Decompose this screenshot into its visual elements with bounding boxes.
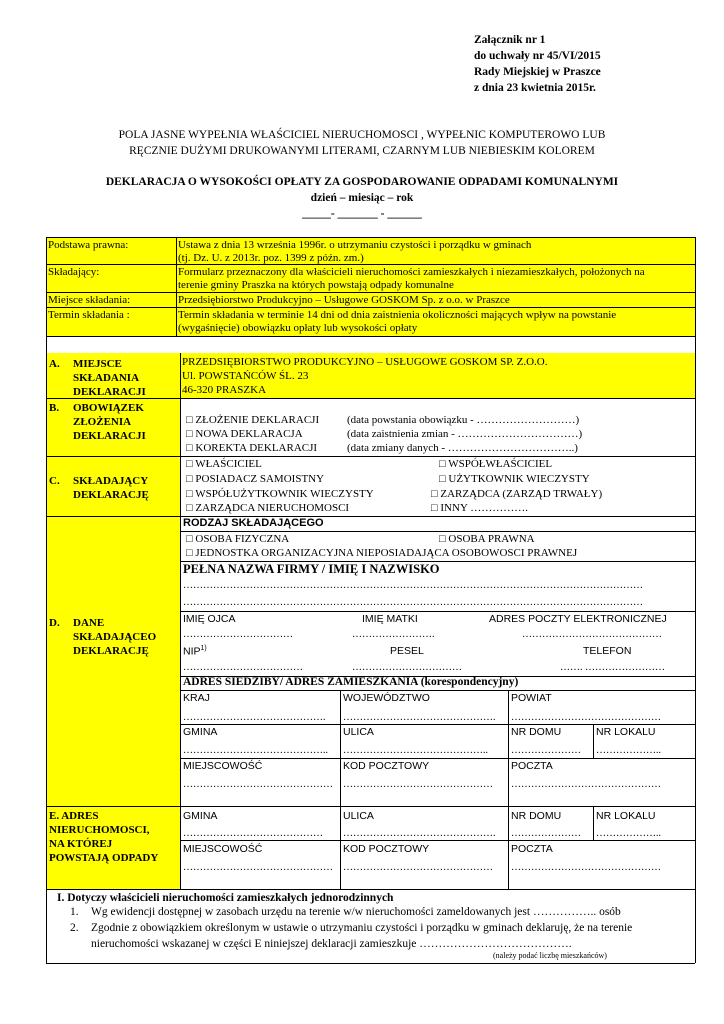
- mother-name-field[interactable]: …………………….: [352, 629, 435, 640]
- property-commune-label: GMINA: [183, 810, 218, 822]
- voivodeship-field[interactable]: ……………………………………….: [343, 712, 496, 723]
- father-name-label: IMIĘ OJCA: [183, 613, 236, 625]
- option-other[interactable]: □ INNY …………….: [431, 502, 528, 514]
- property-flat-field[interactable]: ………………..: [596, 828, 661, 839]
- property-city-field[interactable]: ………………………………………: [183, 862, 333, 873]
- place-value: Przedsiębiorstwo Produkcyjno – Usługowe GOSKOM Sp. z o.o. w Praszce: [178, 294, 510, 306]
- option-co-perpetual-user[interactable]: □ WSPÓŁUŻYTKOWNIK WIECZYSTY: [186, 488, 374, 500]
- option-administrator-permanent[interactable]: □ ZARZĄDCA (ZARZĄD TRWAŁY): [431, 488, 603, 500]
- district-label: POWIAT: [511, 692, 552, 704]
- phone-field[interactable]: ……. ……………………: [560, 662, 665, 673]
- page-title: DEKLARACJA O WYSOKOŚCI OPŁATY ZA GOSPODAROWANIE ODPADAMI KOMUNALNYMI: [105, 176, 619, 188]
- attachment-number: Załącznik nr 1: [474, 34, 546, 46]
- declaration-title: [0, 174, 724, 222]
- property-flat-label: NR LOKALU: [596, 810, 656, 822]
- residents-note: (należy podać liczbę mieszkańców): [493, 951, 607, 960]
- fill-instructions: POLA JASNE WYPEŁNIA WŁAŚCICIEL NIERUCHOMOSCI , WYPEŁNIC KOMPUTEROWO LUB RĘCZNIE DUŻYMI DRUKOWANYMI LITERAMI, CZARNYM LUB NIEBIESKIM KOLOREM: [118, 129, 606, 157]
- phone-label: TELEFON: [583, 645, 632, 657]
- property-postcode-label: KOD POCZTOWY: [343, 843, 430, 855]
- flat-number-field[interactable]: ………………..: [596, 745, 661, 756]
- submission-address: PRZEDSIĘBIORSTWO PRODUKCYJNO – USŁUGOWE GOSKOM SP. Z.O.O. Ul. POWSTAŃCÓW ŚL. 23 46-320 PRASZKA: [182, 356, 548, 396]
- country-field[interactable]: …………………………………….: [183, 712, 326, 723]
- section-d-label: DANE SKŁADAJĄCEO DEKLARACJĘ: [73, 617, 157, 657]
- deadline-value: Termin składania w terminie 14 dni od dnia zaistnienia okoliczności mających wpływ na powstanie (wygaśnięcie) obowiązku opłaty lub wysokości opłaty: [178, 309, 617, 334]
- declared-residents-text: Zgodnie z obowiązkiem określonym w ustawie o utrzymaniu czystości i porządku w gminach deklaruję, że na terenie: [91, 922, 633, 934]
- property-house-field[interactable]: …………………: [511, 828, 581, 839]
- full-name-field-2[interactable]: …………………………………………………………………………………………………………………………: [183, 597, 643, 608]
- house-number-label: NR DOMU: [511, 726, 562, 738]
- commune-label: GMINA: [183, 726, 218, 738]
- declared-residents-field[interactable]: nieruchomości wskazanej w części E niniejszej deklaracji zamieszkuje ………………………………….: [91, 938, 572, 950]
- option-natural-person[interactable]: □ OSOBA FIZYCZNA: [186, 533, 290, 545]
- country-label: KRAJ: [183, 692, 210, 704]
- commune-field[interactable]: ……………………………………..: [183, 745, 328, 756]
- nip-field[interactable]: ………………………………: [183, 662, 303, 673]
- pesel-label: PESEL: [390, 645, 424, 657]
- district-field[interactable]: ………………………………………: [511, 712, 661, 723]
- place-label: Miejsce składania:: [48, 294, 131, 306]
- section-c-letter: C.: [49, 475, 60, 487]
- deadline-label: Termin składania :: [48, 309, 130, 321]
- option-legal-person[interactable]: □ OSOBA PRAWNA: [439, 533, 535, 545]
- city-label: MIEJSCOWOŚĆ: [183, 760, 263, 772]
- option-property-manager[interactable]: □ ZARZĄDCA NIERUCHOMOSCI: [186, 502, 350, 514]
- flat-number-label: NR LOKALU: [596, 726, 656, 738]
- option-new-declaration[interactable]: □ ZŁOŻENIE DEKLARACJI: [186, 414, 320, 426]
- obligation-date-field[interactable]: (data powstania obowiązku - ………………………): [347, 414, 580, 426]
- date-label: dzień – miesiąc – rok: [310, 192, 414, 204]
- post-office-label: POCZTA: [511, 760, 553, 772]
- nip-label: NIP$^{1)}$: [183, 645, 207, 658]
- father-name-field[interactable]: ……………………………: [183, 629, 293, 640]
- post-office-field[interactable]: ………………………………………: [511, 779, 661, 790]
- resolution-date: z dnia 23 kwietnia 2015r.: [474, 82, 596, 94]
- property-post-field[interactable]: ………………………………………: [511, 862, 661, 873]
- legal-basis-label: Podstawa prawna:: [48, 239, 129, 251]
- filer-label: Składający:: [48, 266, 100, 278]
- date-field[interactable]: _____- _______ - ______: [302, 208, 422, 220]
- property-city-label: MIEJSCOWOŚĆ: [183, 843, 263, 855]
- change-date-field[interactable]: (data zaistnienia zmian - ……………………………): [347, 428, 583, 440]
- property-street-field[interactable]: ……………………………………….: [343, 828, 496, 839]
- property-post-label: POCZTA: [511, 843, 553, 855]
- section-d-letter: D.: [49, 617, 60, 629]
- property-postcode-field[interactable]: ………………………………………: [343, 862, 493, 873]
- section-a-letter: A.: [49, 358, 60, 370]
- property-street-label: ULICA: [343, 810, 374, 822]
- house-number-field[interactable]: …………………: [511, 745, 581, 756]
- option-possessor[interactable]: □ POSIADACZ SAMOISTNY: [186, 473, 325, 485]
- filer-type-header: RODZAJ SKŁADAJĄCEGO: [183, 517, 324, 529]
- email-label: ADRES POCZTY ELEKTRONICZNEJ: [489, 613, 667, 625]
- filer-value: Formularz przeznaczony dla właścicieli nieruchomości zamieszkałych i niezamieszkałych, położonych na terenie gminy Praszka na których powstają odpady komunalne: [178, 266, 645, 291]
- option-changed-declaration[interactable]: □ NOWA DEKLARACJA: [186, 428, 303, 440]
- city-field[interactable]: ………………………………………: [183, 779, 333, 790]
- option-perpetual-user[interactable]: □ UŻYTKOWNIK WIECZYSTY: [439, 473, 590, 485]
- postcode-label: KOD POCZTOWY: [343, 760, 430, 772]
- option-organizational-unit[interactable]: □ JEDNOSTKA ORGANIZACYJNA NIEPOSIADAJĄCA OSOBOWOSCI PRAWNEJ: [186, 547, 578, 559]
- correction-date-field[interactable]: (data zmiany danych - ……………………………..): [347, 442, 578, 454]
- section-a-label: MIEJSCE SKŁADANIA DEKLARACJI: [73, 358, 146, 398]
- pesel-field[interactable]: ……………………………: [352, 662, 462, 673]
- property-house-label: NR DOMU: [511, 810, 562, 822]
- option-correction[interactable]: □ KOREKTA DEKLARACJI: [186, 442, 318, 454]
- street-field[interactable]: ……………………………………..: [343, 745, 488, 756]
- option-co-owner[interactable]: □ WSPÓŁWŁAŚCICIEL: [439, 458, 553, 470]
- email-field[interactable]: ……………………………………: [522, 629, 662, 640]
- section-e-label: E. ADRES NIERUCHOMOSCI, NA KTÓREJ POWSTAJĄ ODPADY: [49, 810, 159, 864]
- section-b-label: OBOWIĄZEK ZŁOŻENIA DEKLARACJI: [73, 402, 146, 442]
- mother-name-label: IMIĘ MATKI: [362, 613, 418, 625]
- voivodeship-label: WOJEWÓDZTWO: [343, 692, 430, 704]
- section-i-header: I. Dotyczy właścicieli nieruchomości zamieszkałych jednorodzinnych: [57, 892, 394, 904]
- attachment-header: [474, 32, 601, 96]
- legal-basis-value: Ustawa z dnia 13 września 1996r. o utrzymaniu czystości i porządku w gminach (tj. Dz. U. z 2013r. poz. 1399 z późn. zm.): [178, 239, 532, 264]
- council-name: Rady Miejskiej w Praszce: [474, 66, 601, 78]
- option-owner[interactable]: □ WŁAŚCICIEL: [186, 458, 262, 470]
- section-b-letter: B.: [49, 402, 60, 414]
- street-label: ULICA: [343, 726, 374, 738]
- address-header: ADRES SIEDZIBY/ ADRES ZAMIESZKANIA (korespondencyjny): [183, 676, 519, 688]
- property-commune-field[interactable]: ……………………………………: [183, 828, 323, 839]
- postcode-field[interactable]: ………………………………………: [343, 779, 493, 790]
- resolution-number: do uchwały nr 45/VI/2015: [474, 50, 601, 62]
- full-name-header: PEŁNA NAZWA FIRMY / IMIĘ I NAZWISKO: [183, 562, 440, 576]
- section-c-label: SKŁADAJĄCY DEKLARACJĘ: [73, 475, 149, 501]
- full-name-field-1[interactable]: …………………………………………………………………………………………………………………………: [183, 580, 643, 591]
- registered-residents-field[interactable]: Wg ewidencji dostępnej w zasobach urzędu na terenie w/w nieruchomości zameldowanych jest …………….. osób: [91, 906, 621, 918]
